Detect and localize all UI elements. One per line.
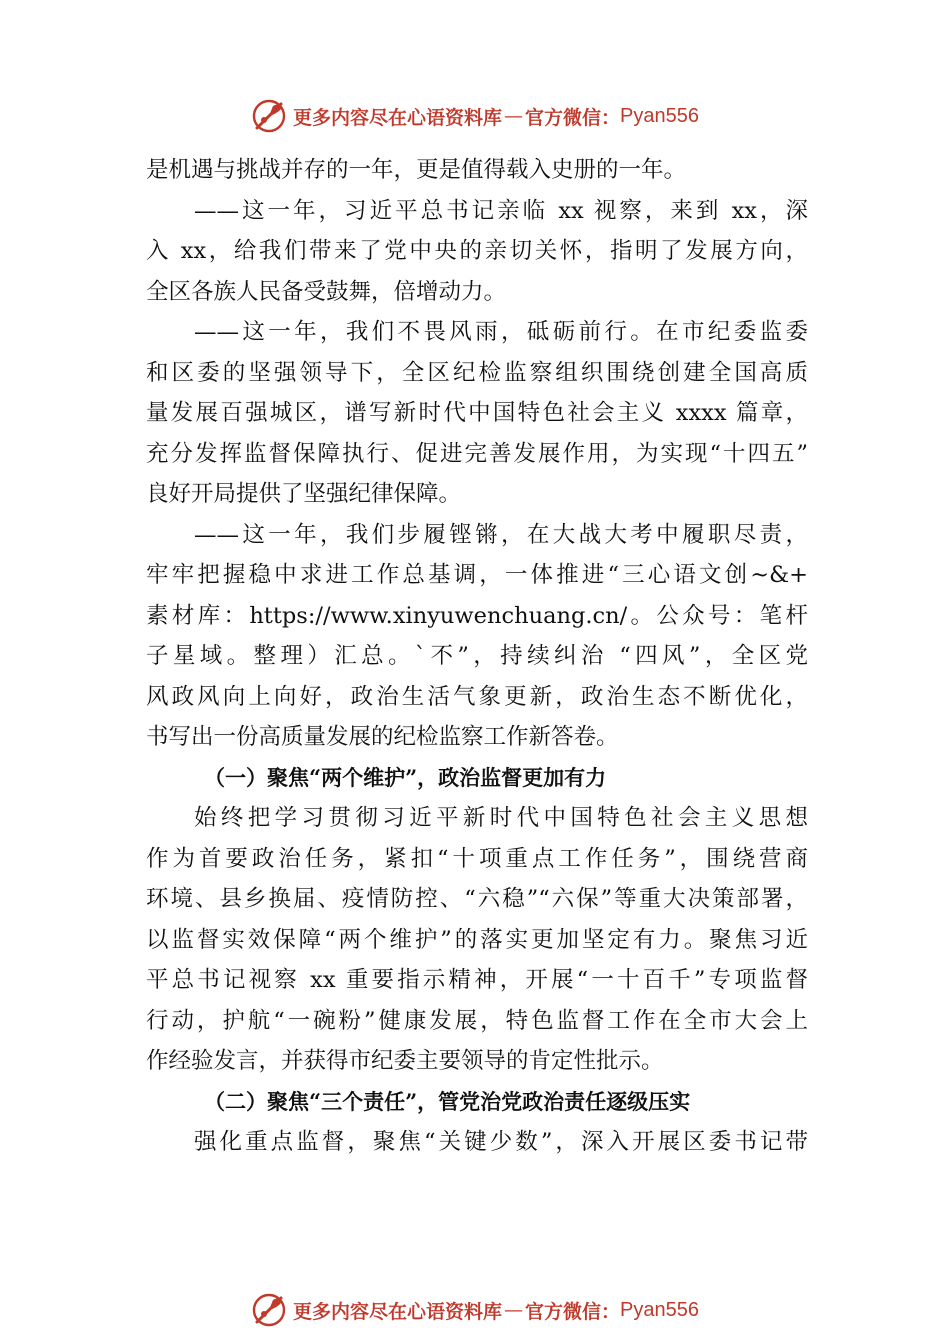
text-line: ——这一年，习近平总书记亲临 xx 视察，来到 xx，深 <box>194 197 808 224</box>
text-line: 作为首要政治任务，紧扣“十项重点工作任务”，围绕营商 <box>146 845 808 872</box>
text-line: 良好开局提供了坚强纪律保障。 <box>146 481 462 507</box>
text-line: 和区委的坚强领导下，全区纪检监察组织围绕创建全国高质 <box>146 359 808 386</box>
footer-watermark <box>0 1290 950 1330</box>
text-line: 以监督实效保障“两个维护”的落实更加坚定有力。聚焦习近 <box>146 926 808 953</box>
text-line: 量发展百强城区，谱写新时代中国特色社会主义 xxxx 篇章， <box>146 400 808 426</box>
quill-seal-icon <box>251 1292 287 1328</box>
banner-dash: — <box>504 105 524 127</box>
text-line: 充分发挥监督保障执行、促进完善发展作用，为实现“十四五” <box>146 440 808 467</box>
section-heading: （一）聚焦“两个维护”，政治监督更加有力 <box>204 764 607 790</box>
text-line: 素材库：https://www.xinyuwenchuang.cn/。公众号：笔杆 <box>146 602 808 629</box>
text-line: 书写出一份高质量发展的纪检监察工作新答卷。 <box>146 724 619 750</box>
text-line: 牢牢把握稳中求进工作总基调，一体推进“三心语文创~&+ <box>146 562 808 588</box>
text-line: 作经验发言，并获得市纪委主要领导的肯定性批示。 <box>146 1048 664 1074</box>
text-line: 全区各族人民备受鼓舞，倍增动力。 <box>146 278 507 305</box>
text-line: ——这一年，我们步履铿锵，在大战大考中履职尽责， <box>194 521 808 548</box>
text-line: 风政风向上向好，政治生活气象更新，政治生态不断优化， <box>146 683 808 710</box>
text-line: 行动，护航“一碗粉”健康发展，特色监督工作在全市大会上 <box>146 1007 808 1034</box>
text-line: 是机遇与挑战并存的一年，更是值得载入史册的一年。 <box>146 157 687 183</box>
banner-wechat-label: 官方微信： <box>525 1300 621 1323</box>
text-line: 子星域。整理）汇总。`不”，持续纠治 “四风”，全区党 <box>146 643 808 669</box>
banner-brand: 更多内容尽在心语资料库 <box>293 106 503 129</box>
text-line: 强化重点监督，聚焦“关键少数”，深入开展区委书记带 <box>194 1129 808 1155</box>
text-line: 始终把学习贯彻习近平新时代中国特色社会主义思想 <box>194 805 808 831</box>
document-body <box>146 150 808 1163</box>
quill-seal-icon <box>251 98 287 134</box>
header-watermark <box>0 96 950 136</box>
text-line: ——这一年，我们不畏风雨，砥砺前行。在市纪委监委 <box>194 319 808 345</box>
banner-brand: 更多内容尽在心语资料库 <box>293 1300 503 1323</box>
banner-wechat-label: 官方微信： <box>525 106 621 129</box>
banner-wechat-id: Pyan556 <box>620 1298 699 1321</box>
banner-dash: — <box>504 1299 524 1321</box>
section-heading: （二）聚焦“三个责任”，管党治党政治责任逐级压实 <box>204 1088 691 1114</box>
banner-wechat-id: Pyan556 <box>620 104 699 127</box>
text-line: 入 xx，给我们带来了党中央的亲切关怀，指明了发展方向， <box>146 238 808 264</box>
text-line: 平总书记视察 xx 重要指示精神，开展“一十百千”专项监督 <box>146 967 808 993</box>
text-line: 环境、县乡换届、疫情防控、“六稳”“六保”等重大决策部署， <box>146 886 808 912</box>
